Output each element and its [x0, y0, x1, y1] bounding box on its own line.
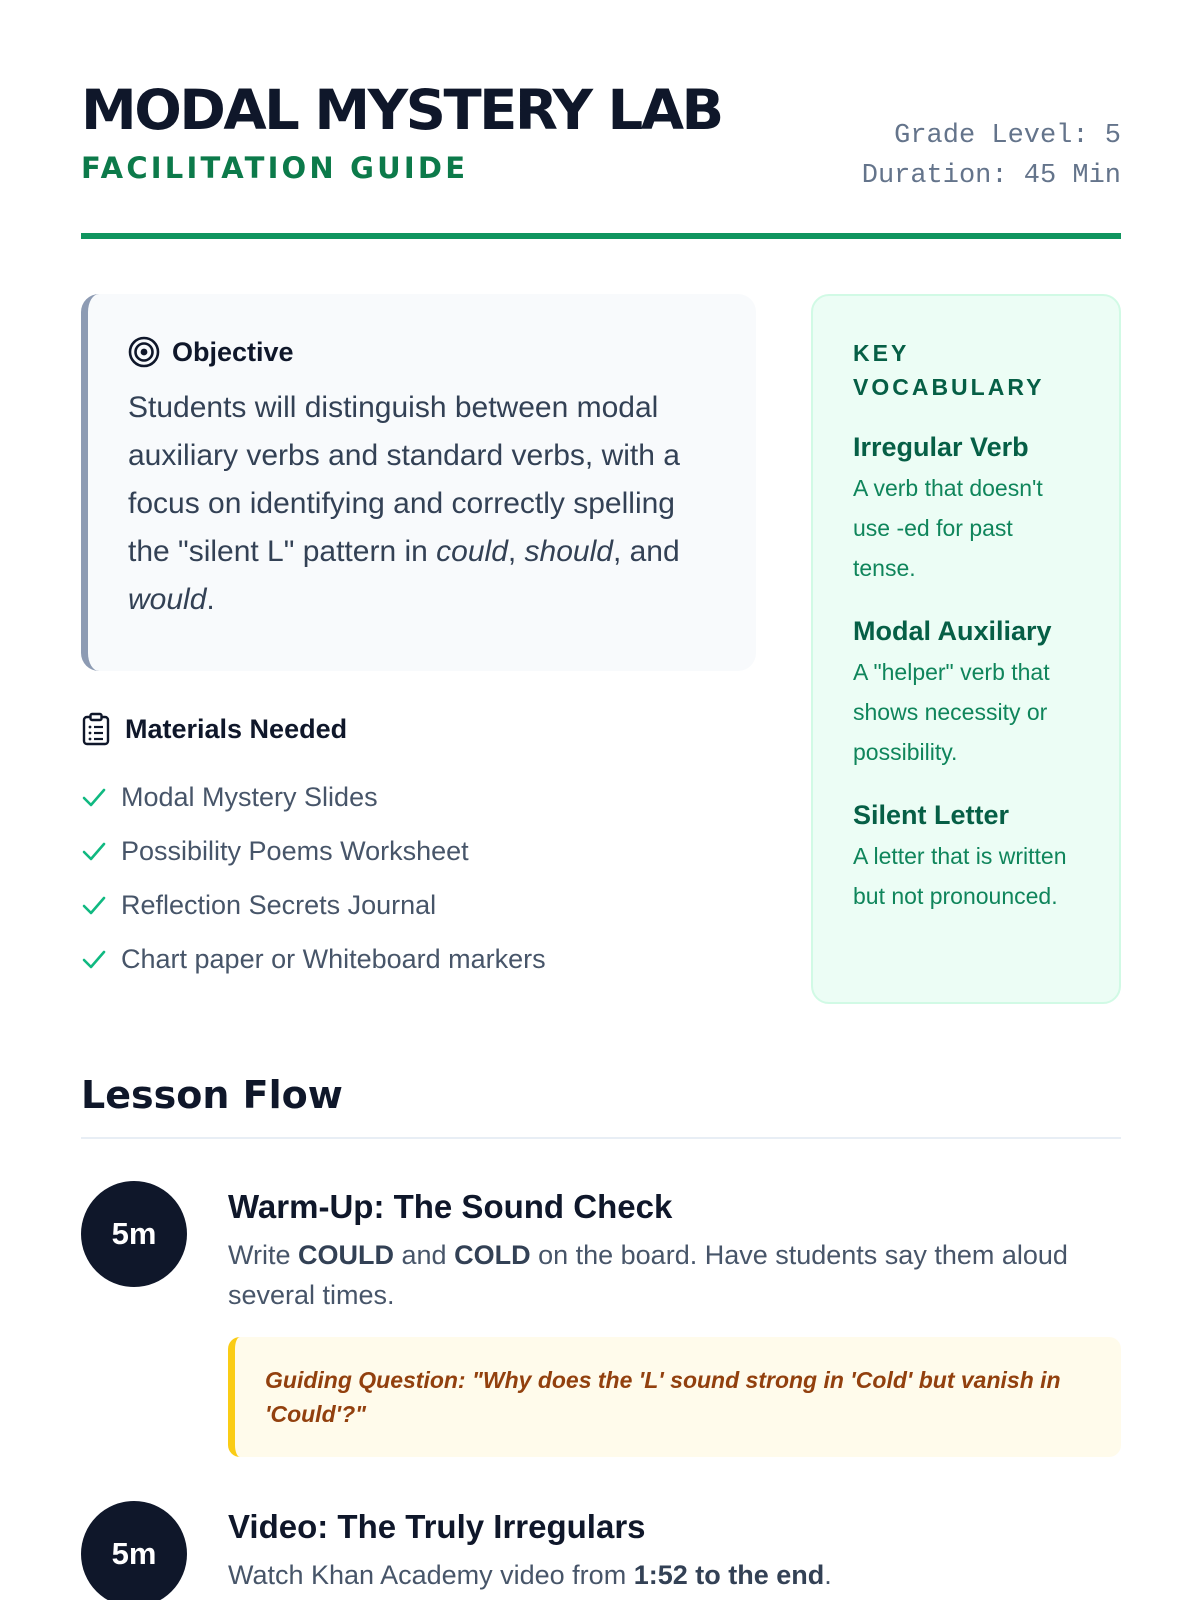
term-name: Irregular Verb — [853, 432, 1029, 462]
objective-card — [81, 294, 756, 671]
objective-title: Objective — [172, 336, 294, 367]
term-name: Silent Letter — [853, 800, 1010, 830]
check-icon — [81, 948, 107, 970]
term-definition: A verb that doesn't use -ed for past tense. — [853, 475, 1043, 581]
page-header — [81, 80, 1121, 240]
lesson-duration: Duration: 45 Min — [861, 161, 1121, 191]
materials-title: Materials Needed — [125, 713, 348, 744]
check-icon — [81, 894, 107, 916]
page-title: MODAL MYSTERY LAB — [81, 79, 722, 143]
word-could: could — [436, 535, 508, 568]
step-title: Video: The Truly Irregulars — [228, 1508, 646, 1545]
term-definition: A letter that is written but not pronounced. — [853, 843, 1067, 909]
duration-badge: 5m — [81, 1181, 187, 1287]
step-body — [228, 1507, 1121, 1595]
step-body — [228, 1187, 1121, 1457]
step-title: Warm-Up: The Sound Check — [228, 1188, 673, 1225]
term-definition: A "helper" verb that shows necessity or possibility. — [853, 659, 1050, 765]
term-name: Modal Auxiliary — [853, 616, 1052, 646]
vocab-term — [853, 614, 1079, 772]
vocabulary-heading: KEY VOCABULARY — [853, 340, 1045, 400]
word-would: would — [128, 583, 207, 616]
lesson-flow-title: Lesson Flow — [81, 1073, 343, 1117]
step-description: Watch Khan Academy video from 1:52 to the end. — [228, 1560, 832, 1590]
vocab-term — [853, 798, 1079, 916]
list-item: Modal Mystery Slides — [81, 770, 756, 824]
header-divider — [81, 233, 1121, 239]
vocabulary-card — [811, 294, 1121, 1004]
guiding-question-callout: Guiding Question: "Why does the 'L' sound strong in 'Cold' but vanish in 'Could'?" — [228, 1337, 1121, 1457]
step-description: Write COULD and COLD on the board. Have students say them aloud several times. — [228, 1240, 1068, 1310]
list-item: Chart paper or Whiteboard markers — [81, 932, 756, 986]
grade-level: Grade Level: 5 — [894, 121, 1121, 151]
check-icon — [81, 840, 107, 862]
check-icon — [81, 786, 107, 808]
duration-badge: 5m — [81, 1501, 187, 1600]
target-icon — [128, 336, 160, 368]
lesson-flow-divider — [81, 1137, 1121, 1139]
lesson-meta — [862, 116, 1121, 196]
clipboard-icon — [81, 712, 111, 746]
vocab-term — [853, 430, 1079, 588]
materials-section — [81, 712, 756, 986]
materials-list — [81, 770, 756, 986]
word-should: should — [524, 535, 613, 568]
objective-header — [128, 336, 716, 368]
list-item: Possibility Poems Worksheet — [81, 824, 756, 878]
list-item: Reflection Secrets Journal — [81, 878, 756, 932]
materials-header — [81, 712, 756, 746]
objective-text: Students will distinguish between modal auxiliary verbs and standard verbs, with a focus on identifying and correctly spelling the "silent L" pattern in could, should, and would. — [128, 391, 680, 616]
page-subtitle: FACILITATION GUIDE — [81, 151, 469, 185]
